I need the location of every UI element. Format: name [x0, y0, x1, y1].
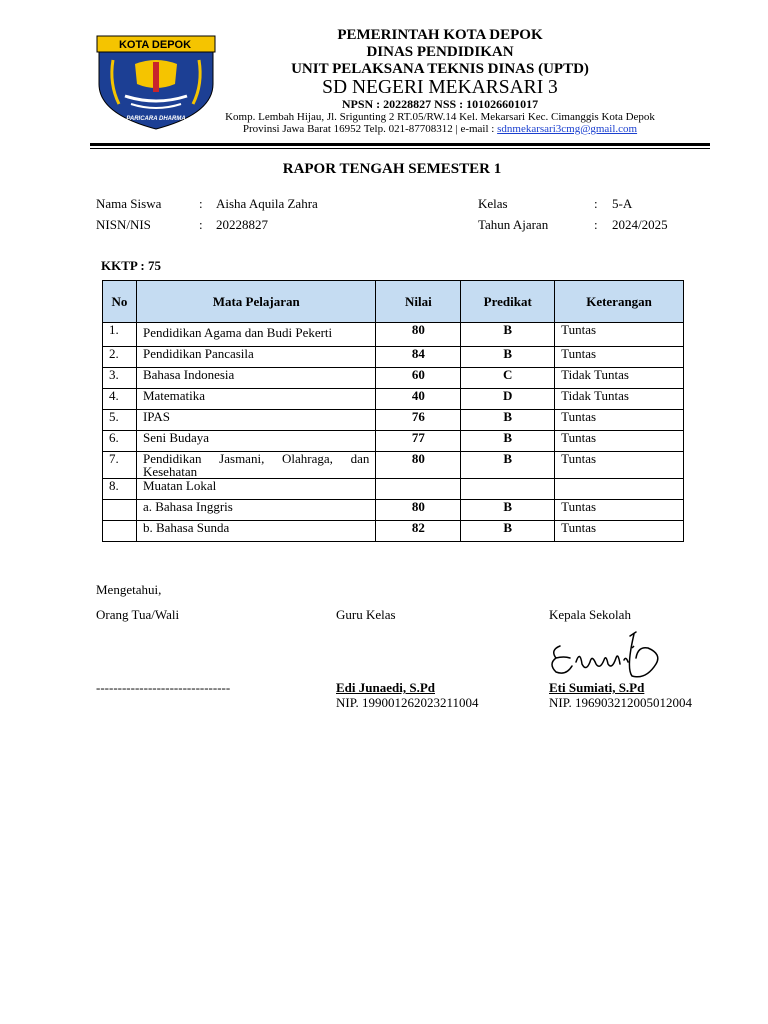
row-subject: Pendidikan Pancasila — [136, 347, 375, 368]
principal-label: Kepala Sekolah — [549, 607, 631, 622]
table-row — [103, 452, 684, 479]
header-address: Komp. Lembah Hijau, Jl. Srigunting 2 RT.05/RW.14 Kel. Mekarsari Kec. Cimanggis Kota Depok — [225, 111, 655, 123]
row-grade — [461, 479, 555, 500]
row-score: 60 — [376, 368, 461, 389]
row-subject: Pendidikan Agama dan Budi Pekerti — [136, 323, 375, 347]
row-grade: B — [461, 500, 555, 521]
row-note: Tuntas — [555, 521, 684, 542]
row-note: Tidak Tuntas — [555, 389, 684, 410]
table-row — [103, 347, 684, 368]
teacher-nip: NIP. 199001262023211004 — [336, 695, 479, 710]
header-score: Nilai — [376, 281, 461, 323]
header-department: DINAS PENDIDIKAN — [366, 44, 514, 60]
row-subject: Pendidikan Jasmani, Olahraga, dan Kesehatan — [136, 452, 375, 479]
row-grade: B — [461, 431, 555, 452]
row-note: Tuntas — [555, 452, 684, 479]
colon: : — [199, 217, 203, 232]
header-school-name: SD NEGERI MEKARSARI 3 — [322, 77, 558, 98]
row-note: Tuntas — [555, 431, 684, 452]
header-address-2 — [160, 123, 720, 135]
row-no: 5. — [103, 410, 137, 431]
table-row — [103, 368, 684, 389]
principal-signature — [546, 628, 668, 684]
parent-label: Orang Tua/Wali — [96, 607, 180, 622]
nisn-label: NISN/NIS — [96, 217, 151, 232]
row-score — [376, 479, 461, 500]
row-subject: b. Bahasa Sunda — [136, 521, 375, 542]
school-year: 2024/2025 — [612, 217, 668, 232]
student-nisn: 20228827 — [216, 217, 268, 232]
teacher-name: Edi Junaedi, S.Pd — [336, 680, 435, 695]
row-subject: Seni Budaya — [136, 431, 375, 452]
row-score: 77 — [376, 431, 461, 452]
logo-motto: PARICARA DHARMA — [126, 116, 186, 122]
table-row — [103, 410, 684, 431]
row-grade: C — [461, 368, 555, 389]
header-government: PEMERINTAH KOTA DEPOK — [337, 27, 543, 43]
row-no — [103, 521, 137, 542]
row-score: 80 — [376, 323, 461, 347]
row-note: Tuntas — [555, 347, 684, 368]
row-note: Tuntas — [555, 410, 684, 431]
row-subject: IPAS — [136, 410, 375, 431]
row-grade: B — [461, 521, 555, 542]
row-no: 7. — [103, 452, 137, 479]
row-subject: Muatan Lokal — [136, 479, 375, 500]
row-no: 8. — [103, 479, 137, 500]
principal-nip: NIP. 196903212005012004 — [549, 695, 693, 710]
table-row — [103, 389, 684, 410]
row-score: 84 — [376, 347, 461, 368]
header-unit: UNIT PELAKSANA TEKNIS DINAS (UPTD) — [291, 61, 589, 77]
header-subject: Mata Pelajaran — [136, 281, 375, 323]
address-text: Provinsi Jawa Barat 16952 Telp. 021-87708312 | e-mail : — [242, 123, 498, 135]
row-note — [555, 479, 684, 500]
row-subject: Matematika — [136, 389, 375, 410]
row-no — [103, 500, 137, 521]
row-no: 2. — [103, 347, 137, 368]
row-note: Tidak Tuntas — [555, 368, 684, 389]
colon: : — [199, 196, 203, 211]
row-score: 76 — [376, 410, 461, 431]
student-name: Aisha Aquila Zahra — [216, 196, 318, 211]
row-grade: D — [461, 389, 555, 410]
row-grade: B — [461, 347, 555, 368]
table-row — [103, 431, 684, 452]
student-class: 5-A — [612, 196, 633, 211]
table-row — [103, 500, 684, 521]
letterhead-rule-thick — [90, 143, 710, 146]
grades-table — [102, 280, 684, 542]
header-ids: NPSN : 20228827 NSS : 101026601017 — [341, 97, 539, 111]
teacher-label: Guru Kelas — [336, 607, 396, 622]
table-row — [103, 479, 684, 500]
year-label: Tahun Ajaran — [478, 217, 549, 232]
row-no: 1. — [103, 323, 137, 347]
colon: : — [594, 196, 598, 211]
report-title: RAPOR TENGAH SEMESTER 1 — [282, 161, 502, 177]
row-score: 82 — [376, 521, 461, 542]
row-score: 80 — [376, 500, 461, 521]
table-header-row — [103, 281, 684, 323]
row-subject: Bahasa Indonesia — [136, 368, 375, 389]
header-note: Keterangan — [555, 281, 684, 323]
parent-signature-line: ------------------------------- — [96, 680, 231, 695]
acknowledged-text: Mengetahui, — [96, 582, 162, 597]
logo-label: KOTA DEPOK — [118, 39, 192, 51]
principal-name: Eti Sumiati, S.Pd — [549, 680, 645, 695]
row-note: Tuntas — [555, 323, 684, 347]
row-score: 80 — [376, 452, 461, 479]
row-grade: B — [461, 323, 555, 347]
header-no: No — [103, 281, 137, 323]
row-grade: B — [461, 410, 555, 431]
table-row — [103, 521, 684, 542]
row-note: Tuntas — [555, 500, 684, 521]
name-label: Nama Siswa — [96, 196, 162, 211]
email-link[interactable]: sdnmekarsari3cmg@gmail.com — [497, 123, 638, 135]
table-row — [103, 323, 684, 347]
row-grade: B — [461, 452, 555, 479]
row-subject: a. Bahasa Inggris — [136, 500, 375, 521]
row-no: 6. — [103, 431, 137, 452]
row-no: 3. — [103, 368, 137, 389]
row-no: 4. — [103, 389, 137, 410]
kktp-label: KKTP : 75 — [101, 258, 161, 273]
row-score: 40 — [376, 389, 461, 410]
class-label: Kelas — [478, 196, 508, 211]
colon: : — [594, 217, 598, 232]
header-grade: Predikat — [461, 281, 555, 323]
letterhead-rule-thin — [90, 148, 710, 149]
